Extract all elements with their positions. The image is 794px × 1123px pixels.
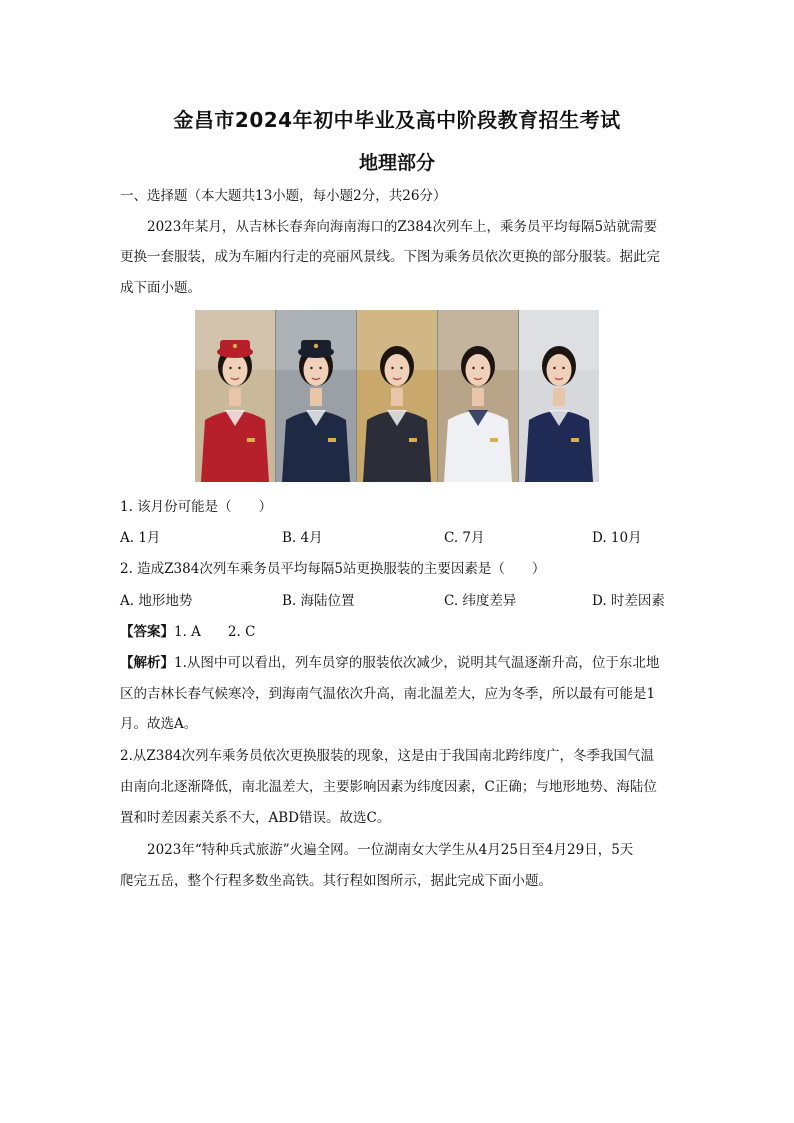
- passage1-line-1: 2023年某月，从吉林长春奔向海南海口的Z384次列车上，乘务员平均每隔5站就需要: [147, 219, 658, 235]
- exam-subtitle: 地理部分: [358, 152, 435, 174]
- exam-title: 金昌市2024年初中毕业及高中阶段教育招生考试: [173, 108, 621, 132]
- passage1-line-3: 成下面小题。: [120, 280, 201, 296]
- q2-option-a: A. 地形地势: [120, 593, 193, 609]
- analysis-line-1: [120, 653, 680, 673]
- analysis-line-5: 由南向北逐渐降低，南北温差大，主要影响因素为纬度因素，C正确；与地形地势、海陆位: [120, 779, 657, 795]
- photo-dark-jacket-uniform: [357, 310, 437, 482]
- analysis-line-4: 2.从Z384次列车乘务员依次更换服装的现象，这是由于我国南北跨纬度广，冬季我国气温: [120, 748, 655, 764]
- q1-option-a: A. 1月: [120, 530, 161, 546]
- analysis-label: 【解析】: [120, 655, 174, 671]
- photo-navy-overcoat-uniform: [276, 310, 356, 482]
- analysis-line-3: 月。故选A。: [120, 716, 198, 732]
- q1-option-c: C. 7月: [444, 530, 485, 546]
- answer-label: 【答案】: [120, 624, 174, 640]
- q2-option-b: B. 海陆位置: [282, 593, 355, 609]
- passage2-line-2: 爬完五岳，整个行程多数坐高铁。其行程如图所示，据此完成下面小题。: [120, 873, 552, 889]
- q2-option-c: C. 纬度差异: [444, 593, 517, 609]
- answer-text: 1. A 2. C: [174, 624, 256, 640]
- photo-white-shirt-uniform: [438, 310, 518, 482]
- analysis-line-2: 区的吉林长春气候寒冷，到海南气温依次升高，南北温差大，应为冬季，所以最有可能是1: [120, 686, 656, 702]
- photo-navy-dress-uniform: [519, 310, 599, 482]
- answer-line: [120, 622, 680, 642]
- passage1-line-2: 更换一套服装，成为车厢内行走的亮丽风景线。下图为乘务员依次更换的部分服装。据此完: [120, 249, 660, 265]
- q1-option-d: D. 10月: [592, 530, 642, 546]
- analysis-line-6: 置和时差因素关系不大，ABD错误。故选C。: [120, 810, 391, 826]
- q1-option-b: B. 4月: [282, 530, 323, 546]
- passage2-line-1: 2023年“特种兵式旅游”火遍全网。一位湖南女大学生从4月25日至4月29日，5天: [147, 842, 634, 858]
- photo-red-coat-uniform: [195, 310, 275, 482]
- q2-stem: 2. 造成Z384次列车乘务员平均每隔5站更换服装的主要因素是（ ）: [120, 561, 546, 577]
- q2-option-d: D. 时差因素: [592, 593, 665, 609]
- uniform-photo-strip: [195, 310, 599, 482]
- q1-stem: 1. 该月份可能是（ ）: [120, 499, 273, 515]
- analysis-text-1: 1.从图中可以看出，列车员穿的服装依次减少，说明其气温逐渐升高，位于东北地: [174, 655, 660, 671]
- section-heading: 一、选择题（本大题共13小题，每小题2分，共26分）: [120, 188, 447, 204]
